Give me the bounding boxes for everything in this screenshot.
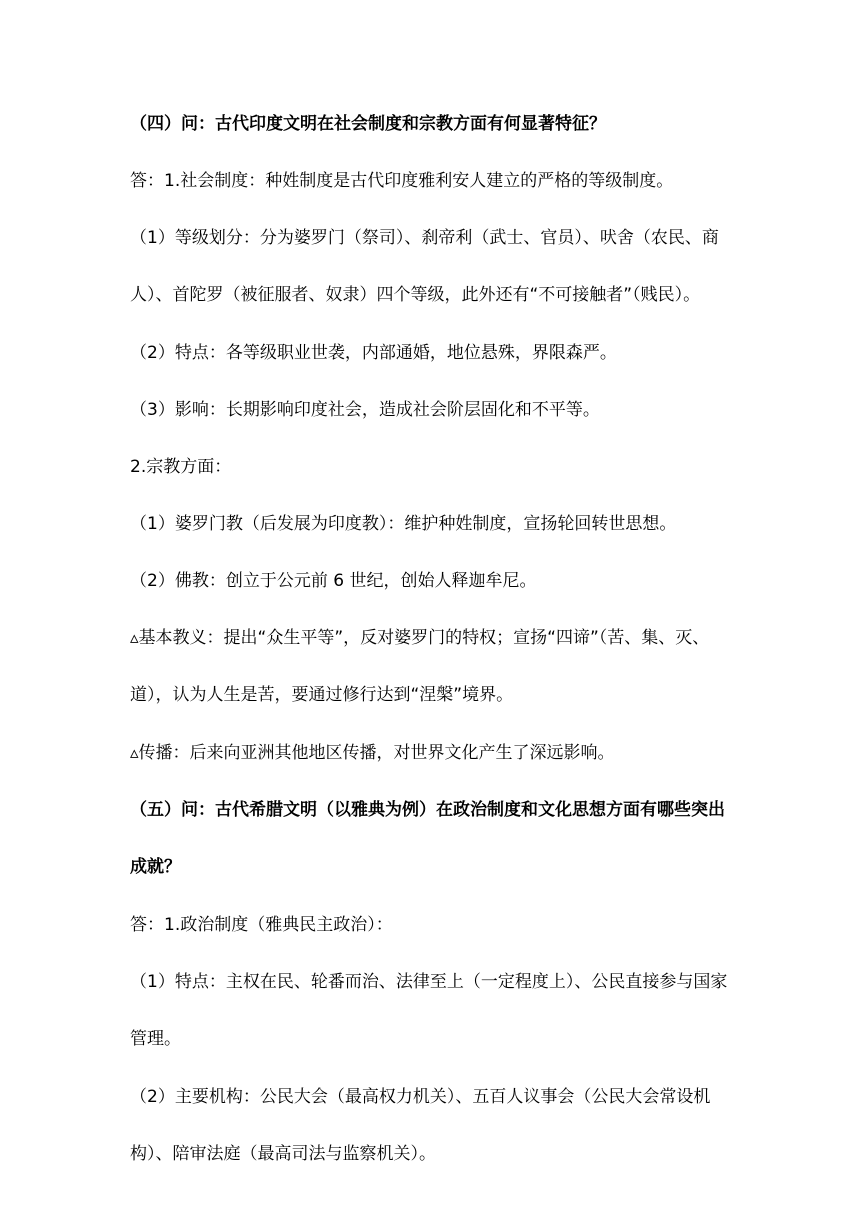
q4-brahmanism: （1）婆罗门教（后发展为印度教）：维护种姓制度，宣扬轮回转世思想。	[130, 514, 677, 534]
q4-buddhism-doctrine: ▵基本教义：提出“众生平等”，反对婆罗门的特权；宣扬“四谛”（苦、集、灭、道），认为人生是苦，要通过修行达到“涅槃”境界。	[130, 628, 710, 705]
document-page	[130, 110, 734, 1198]
question-5-heading: （五）问：古代希腊文明（以雅典为例）在政治制度和文化思想方面有哪些突出成就？	[130, 800, 725, 877]
q4-caste-features: （2）特点：各等级职业世袭，内部通婚，地位悬殊，界限森严。	[130, 343, 617, 363]
q5-democracy-features: （1）特点：主权在民、轮番而治、法律至上（一定程度上）、公民直接参与国家管理。	[130, 972, 728, 1049]
q4-religion-heading: 2.宗教方面：	[130, 457, 232, 477]
q5-main-institutions: （2）主要机构：公民大会（最高权力机关）、五百人议事会（公民大会常设机构）、陪审法庭（最高司法与监察机关）。	[130, 1087, 711, 1164]
q4-caste-impact: （3）影响：长期影响印度社会，造成社会阶层固化和不平等。	[130, 400, 600, 420]
q4-buddhism: （2）佛教：创立于公元前 6 世纪，创始人释迦牟尼。	[130, 571, 537, 591]
question-4-heading: （四）问：古代印度文明在社会制度和宗教方面有何显著特征？	[130, 114, 606, 134]
q4-buddhism-spread: ▵传播：后来向亚洲其他地区传播，对世界文化产生了深远影响。	[130, 743, 615, 763]
q5-answer-intro: 答：1.政治制度（雅典民主政治）：	[130, 915, 393, 935]
q4-answer-intro: 答：1.社会制度：种姓制度是古代印度雅利安人建立的严格的等级制度。	[130, 171, 674, 191]
q4-caste-division: （1）等级划分：分为婆罗门（祭司）、刹帝利（武士、官员）、吠舍（农民、商人）、首陀罗（被征服者、奴隶）四个等级，此外还有“不可接触者”（贱民）。	[130, 228, 719, 305]
